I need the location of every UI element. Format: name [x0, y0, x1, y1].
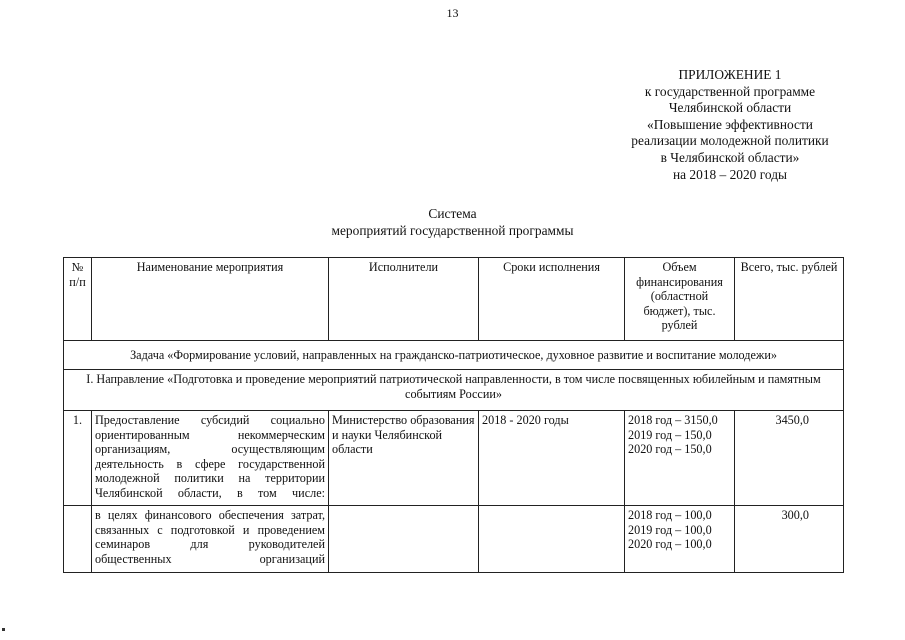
- appendix-line: реализации молодежной политики: [631, 133, 829, 149]
- header-funding: Объем финансирования (областной бюджет), тыс. рублей: [625, 258, 735, 341]
- appendix-line: Челябинской области: [668, 100, 792, 116]
- task-cell: Задача «Формирование условий, направленных на гражданско-патриотическое, духовное развитие и воспитание молодежи»: [64, 341, 844, 370]
- measures-table: [63, 257, 844, 573]
- table-row: [64, 411, 844, 506]
- row-executor: Министерство образования и науки Челябинской области: [329, 411, 479, 506]
- row-total: 300,0: [735, 506, 844, 573]
- direction-row: [64, 370, 844, 411]
- appendix-line: к государственной программе: [644, 83, 816, 99]
- document-title: [0, 205, 905, 239]
- row-funding: [625, 411, 735, 506]
- appendix-line: ПРИЛОЖЕНИЕ 1: [678, 67, 782, 82]
- scan-speck: [2, 628, 5, 631]
- appendix-line: «Повышение эффективности: [647, 116, 813, 132]
- title-line-1: Система: [428, 206, 477, 221]
- header-num: № п/п: [64, 258, 92, 341]
- funding-line: 2020 год – 150,0: [628, 442, 712, 457]
- header-deadlines: Сроки исполнения: [479, 258, 625, 341]
- row-deadline: 2018 - 2020 годы: [479, 411, 625, 506]
- header-row: [64, 258, 844, 341]
- row-executor: [329, 506, 479, 573]
- table-row: [64, 506, 844, 573]
- appendix-header: [600, 67, 860, 183]
- row-funding: [625, 506, 735, 573]
- funding-line: 2018 год – 100,0: [628, 508, 712, 522]
- appendix-line: в Челябинской области»: [660, 149, 800, 165]
- funding-line: 2019 год – 150,0: [628, 427, 712, 442]
- page-number: 13: [446, 6, 459, 20]
- row-name: в целях финансового обеспечения затрат, связанных с подготовкой и проведением семинаров для руководителей общественных организаций: [92, 506, 329, 573]
- appendix-line: на 2018 – 2020 годы: [672, 166, 788, 182]
- header-name: Наименование мероприятия: [92, 258, 329, 341]
- funding-line: 2018 год – 3150,0: [628, 413, 718, 427]
- funding-line: 2019 год – 100,0: [628, 522, 712, 537]
- task-row: [64, 341, 844, 370]
- row-name: Предоставление субсидий социально ориентированным некоммерческим организациям, осуществляющим деятельность в сфере государственной молодежной политики на территории Челябинской области, в том числе:: [92, 411, 329, 506]
- header-total: Всего, тыс. рублей: [735, 258, 844, 341]
- direction-cell: I. Направление «Подготовка и проведение мероприятий патриотической направленности, в том числе посвященных юбилейным и памятным событиям России»: [64, 370, 844, 411]
- row-num: [64, 506, 92, 573]
- row-total: 3450,0: [735, 411, 844, 506]
- row-num: 1.: [64, 411, 92, 506]
- title-line-2: мероприятий государственной программы: [331, 223, 574, 238]
- row-deadline: [479, 506, 625, 573]
- funding-line: 2020 год – 100,0: [628, 537, 712, 552]
- header-executors: Исполнители: [329, 258, 479, 341]
